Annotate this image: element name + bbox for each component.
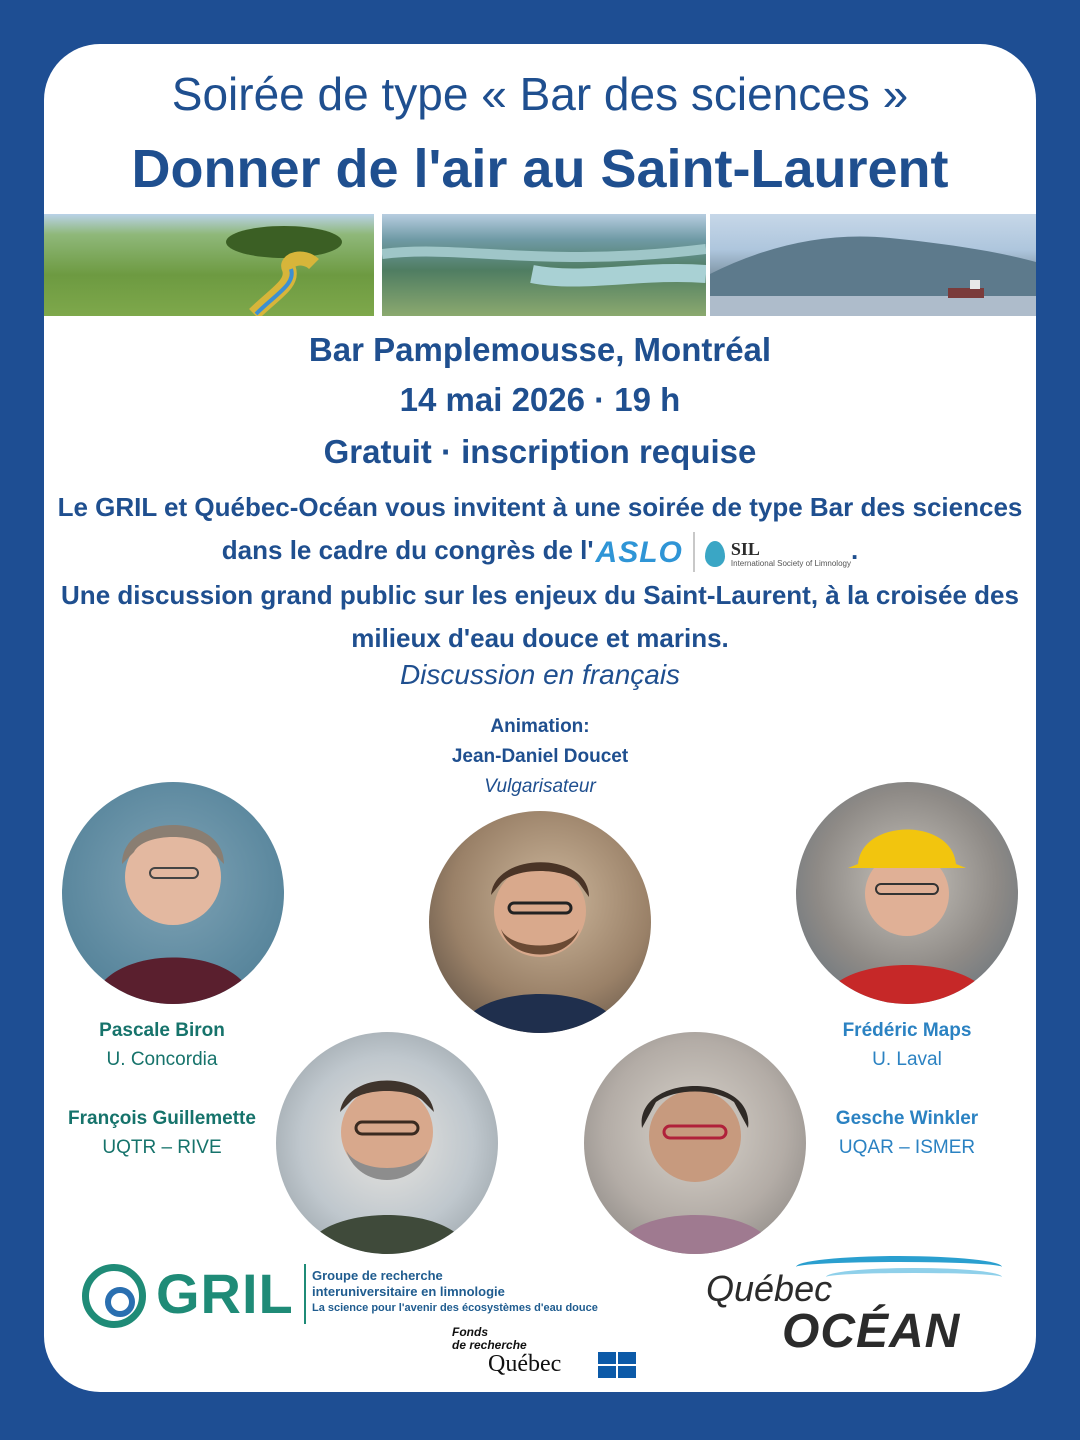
animation-label: Animation: [490, 716, 590, 737]
field-stream-illustration [44, 214, 374, 316]
event-date: 14 mai 2026 · 19 h [399, 381, 681, 418]
frq-line2: de recherche [452, 1338, 527, 1352]
animator-role: Vulgarisateur [484, 776, 596, 797]
gril-description [312, 1268, 598, 1316]
speaker-affiliation-francois-guillemette: UQTR – RIVE [102, 1137, 222, 1158]
frq-logo [452, 1326, 632, 1386]
quebec-ocean-line2: OCÉAN [782, 1305, 961, 1358]
event-title: Donner de l'air au Saint-Laurent [131, 139, 949, 199]
avatar-francois-guillemette [276, 1032, 498, 1254]
gril-emblem-icon [82, 1264, 146, 1328]
photo-agricultural-stream [44, 214, 374, 316]
logo-divider [693, 532, 695, 572]
sil-logo-text: SIL [730, 538, 760, 559]
event-price: Gratuit · inscription requise [323, 433, 757, 470]
photo-banner [44, 214, 1036, 316]
description-line2: Une discussion grand public sur les enjeux du Saint-Laurent, à la croisée des milieux d'eau douce et marins. [61, 579, 1019, 653]
wave-secondary-icon [826, 1268, 1002, 1286]
description-end-dot: . [850, 535, 859, 565]
discussion-language: Discussion en français [399, 659, 681, 690]
avatar-gesche-winkler [584, 1032, 806, 1254]
avatar-pascale-biron [62, 782, 284, 1004]
speaker-name-frederic-maps: Frédéric Maps [842, 1020, 972, 1041]
frq-line3: Québec [488, 1351, 562, 1377]
quebec-flag-icon [598, 1352, 636, 1378]
event-subtitle: Soirée de type « Bar des sciences » [171, 68, 909, 120]
gril-logo [82, 1262, 612, 1328]
event-venue: Bar Pamplemousse, Montréal [308, 331, 772, 368]
gril-desc-line3: La science pour l'avenir des écosystèmes d'eau douce [312, 1302, 598, 1314]
animator-name: Jean-Daniel Doucet [451, 746, 629, 767]
sil-logo-subtext: International Society of Limnology [730, 558, 851, 568]
description-line1: Le GRIL et Québec-Océan vous invitent à une soirée de type Bar des sciences dans le cadre du congrès de l' [57, 492, 1023, 565]
aslo-logo: ASLO [595, 535, 683, 569]
speaker-name-pascale-biron: Pascale Biron [99, 1020, 225, 1041]
avatar-jean-daniel-doucet [429, 811, 651, 1033]
photo-estuary-ship [710, 214, 1036, 316]
speaker-affiliation-frederic-maps: U. Laval [872, 1049, 942, 1070]
frq-line1: Fonds [452, 1325, 488, 1339]
gril-wordmark: GRIL [156, 1262, 294, 1325]
delta-illustration [382, 214, 706, 316]
avatar-frederic-maps [796, 782, 1018, 1004]
quebec-ocean-line1: Québec [706, 1268, 833, 1309]
speaker-name-gesche-winkler: Gesche Winkler [835, 1108, 979, 1129]
gril-desc-line1: Groupe de recherche [312, 1268, 443, 1283]
speaker-affiliation-pascale-biron: U. Concordia [106, 1049, 218, 1070]
speaker-name-francois-guillemette: François Guillemette [68, 1108, 256, 1129]
photo-river-delta [382, 214, 706, 316]
event-description [56, 486, 1024, 660]
gril-divider [304, 1264, 306, 1324]
estuary-illustration [710, 214, 1036, 316]
gril-desc-line2: interuniversitaire en limnologie [312, 1284, 505, 1299]
speaker-affiliation-gesche-winkler: UQAR – ISMER [838, 1137, 976, 1158]
quebec-ocean-logo [704, 1254, 1004, 1358]
sil-logo [705, 531, 851, 574]
water-drop-icon [705, 541, 725, 567]
poster-card [44, 44, 1036, 1392]
